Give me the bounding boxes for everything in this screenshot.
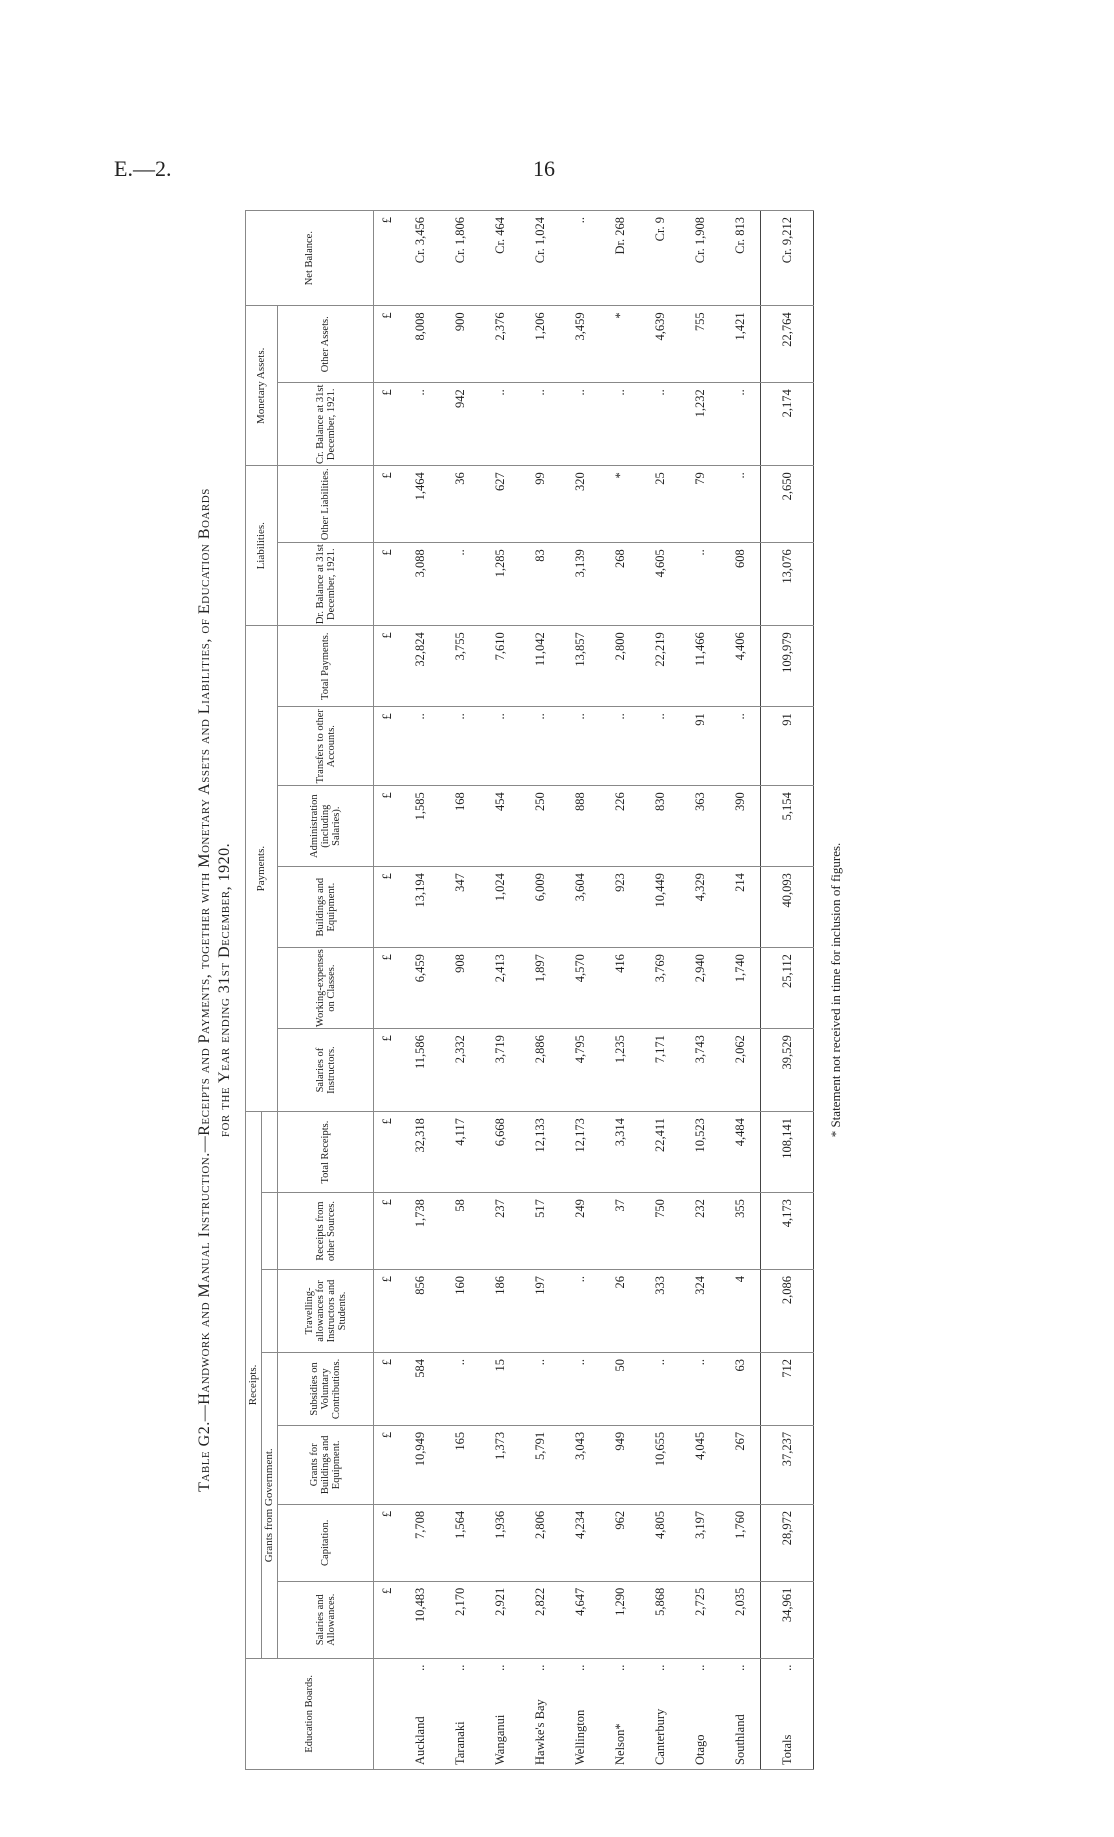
col-header-buildings-equipment: Buildings and Equipment. [278, 867, 374, 948]
value-cell: 22,411 [640, 1112, 680, 1193]
board-name: Taranaki [452, 1721, 467, 1765]
unit-symbol: £ [374, 306, 401, 383]
unit-symbol: £ [374, 383, 401, 466]
value-cell: 6,009 [520, 867, 560, 948]
value-cell: 250 [520, 786, 560, 867]
header-grants-from-government: Grants from Government. [262, 1352, 278, 1658]
value-cell: 347 [440, 867, 480, 948]
value-cell: 4,117 [440, 1112, 480, 1193]
leader-dots: .. [492, 1664, 507, 1671]
value-cell: 3,043 [560, 1425, 600, 1504]
value-cell: 3,769 [640, 948, 680, 1029]
col-header-administration: Administration (including Salaries). [278, 786, 374, 867]
value-cell: 454 [480, 786, 520, 867]
value-cell: Cr. 1,806 [440, 211, 480, 306]
value-cell: 923 [600, 867, 640, 948]
col-header-travelling-allowances: Travelling-allowances for Instructors and Students. [278, 1269, 374, 1352]
value-cell: 11,466 [680, 626, 720, 707]
header-spacer [262, 1193, 278, 1270]
leader-dots: .. [779, 1664, 794, 1671]
value-cell: 15 [480, 1352, 520, 1425]
value-cell: 1,585 [400, 786, 440, 867]
value-cell: .. [480, 383, 520, 466]
value-cell: 1,206 [520, 306, 560, 383]
value-cell: 900 [440, 306, 480, 383]
totals-row [761, 211, 814, 1770]
value-cell: 1,373 [480, 1425, 520, 1504]
board-name-cell [400, 1658, 440, 1769]
unit-symbol: £ [374, 211, 401, 306]
value-cell: 4,234 [560, 1504, 600, 1581]
unit-symbol: £ [374, 626, 401, 707]
value-cell: 2,035 [720, 1581, 761, 1658]
value-cell: * [600, 306, 640, 383]
caption-line1: Handwork and Manual Instruction.—Receipts and Payments, together with Monetary Assets and Liabilities, of Education Boards [196, 488, 213, 1405]
unit-symbol: £ [374, 867, 401, 948]
value-cell: Cr. 464 [480, 211, 520, 306]
value-cell: 12,133 [520, 1112, 560, 1193]
value-cell: 214 [720, 867, 761, 948]
header-receipts: Receipts. [246, 1112, 262, 1659]
board-name-cell [640, 1658, 680, 1769]
unit-symbol: £ [374, 948, 401, 1029]
col-header-salaries-allowances: Salaries and Allowances. [278, 1581, 374, 1658]
value-cell: .. [560, 1352, 600, 1425]
value-cell: 1,421 [720, 306, 761, 383]
leader-dots: .. [532, 1664, 547, 1671]
value-cell: 2,062 [720, 1029, 761, 1112]
value-cell: 4,647 [560, 1581, 600, 1658]
value-cell: 4,173 [761, 1193, 814, 1270]
col-header-subsidies: Subsidies on Voluntary Contributions. [278, 1352, 374, 1425]
board-row [640, 211, 680, 1770]
value-cell: 3,197 [680, 1504, 720, 1581]
value-cell: 1,564 [440, 1504, 480, 1581]
unit-symbol: £ [374, 1112, 401, 1193]
value-cell: 2,170 [440, 1581, 480, 1658]
value-cell: 6,668 [480, 1112, 520, 1193]
value-cell: 2,886 [520, 1029, 560, 1112]
value-cell: 4,639 [640, 306, 680, 383]
value-cell: 11,586 [400, 1029, 440, 1112]
value-cell: 1,464 [400, 466, 440, 543]
value-cell: .. [680, 1352, 720, 1425]
value-cell: 13,857 [560, 626, 600, 707]
value-cell: 25,112 [761, 948, 814, 1029]
board-row [440, 211, 480, 1770]
value-cell: 320 [560, 466, 600, 543]
table-caption [195, 210, 239, 1770]
value-cell: .. [440, 1352, 480, 1425]
value-cell: 168 [440, 786, 480, 867]
header-payments: Payments. [246, 626, 278, 1112]
unit-symbol: £ [374, 543, 401, 626]
unit-symbol: £ [374, 1425, 401, 1504]
value-cell: 11,042 [520, 626, 560, 707]
value-cell: 3,088 [400, 543, 440, 626]
header-net-balance: Net Balance. [246, 211, 374, 306]
value-cell: 1,760 [720, 1504, 761, 1581]
unit-symbol: £ [374, 1029, 401, 1112]
value-cell: 7,708 [400, 1504, 440, 1581]
value-cell: 416 [600, 948, 640, 1029]
board-row [480, 211, 520, 1770]
value-cell: 2,086 [761, 1269, 814, 1352]
value-cell: 2,376 [480, 306, 520, 383]
units-row [374, 211, 401, 1770]
value-cell: 22,219 [640, 626, 680, 707]
value-cell: 1,235 [600, 1029, 640, 1112]
leader-dots: .. [612, 1664, 627, 1671]
value-cell: 908 [440, 948, 480, 1029]
value-cell: .. [640, 707, 680, 786]
value-cell: 197 [520, 1269, 560, 1352]
value-cell: 186 [480, 1269, 520, 1352]
value-cell: Cr. 813 [720, 211, 761, 306]
receipts-payments-table [245, 210, 814, 1770]
value-cell: 37 [600, 1193, 640, 1270]
value-cell: 1,740 [720, 948, 761, 1029]
value-cell: 4 [720, 1269, 761, 1352]
board-row [600, 211, 640, 1770]
value-cell: 5,868 [640, 1581, 680, 1658]
header-spacer [262, 1269, 278, 1352]
value-cell: 2,940 [680, 948, 720, 1029]
value-cell: 390 [720, 786, 761, 867]
board-name-cell [720, 1658, 761, 1769]
value-cell: 4,805 [640, 1504, 680, 1581]
value-cell: 7,171 [640, 1029, 680, 1112]
header-monetary-assets: Monetary Assets. [246, 306, 278, 466]
board-name: Totals [779, 1734, 794, 1765]
value-cell: .. [440, 543, 480, 626]
value-cell: 2,174 [761, 383, 814, 466]
value-cell: 4,406 [720, 626, 761, 707]
value-cell: 160 [440, 1269, 480, 1352]
value-cell: Dr. 268 [600, 211, 640, 306]
value-cell: 25 [640, 466, 680, 543]
unit-symbol: £ [374, 1352, 401, 1425]
value-cell: .. [520, 707, 560, 786]
value-cell: 13,076 [761, 543, 814, 626]
value-cell: 2,725 [680, 1581, 720, 1658]
value-cell: 962 [600, 1504, 640, 1581]
value-cell: 4,795 [560, 1029, 600, 1112]
board-row [400, 211, 440, 1770]
value-cell: 5,791 [520, 1425, 560, 1504]
value-cell: 10,949 [400, 1425, 440, 1504]
unit-symbol: £ [374, 707, 401, 786]
board-name-cell [680, 1658, 720, 1769]
value-cell: 50 [600, 1352, 640, 1425]
header-spacer [262, 1112, 278, 1193]
value-cell: 712 [761, 1352, 814, 1425]
board-name: Hawke's Bay [532, 1699, 547, 1765]
value-cell: 10,655 [640, 1425, 680, 1504]
value-cell: 355 [720, 1193, 761, 1270]
value-cell: 83 [520, 543, 560, 626]
leader-dots: .. [572, 1664, 587, 1671]
value-cell: 10,523 [680, 1112, 720, 1193]
header-education-boards: Education Boards. [246, 1658, 374, 1769]
value-cell: 517 [520, 1193, 560, 1270]
value-cell: 4,484 [720, 1112, 761, 1193]
board-name: Wanganui [492, 1714, 507, 1765]
value-cell: 13,194 [400, 867, 440, 948]
value-cell: .. [640, 1352, 680, 1425]
value-cell: 3,755 [440, 626, 480, 707]
board-name: Canterbury [652, 1708, 667, 1765]
value-cell: .. [720, 383, 761, 466]
value-cell: 627 [480, 466, 520, 543]
value-cell: 1,936 [480, 1504, 520, 1581]
value-cell: 4,045 [680, 1425, 720, 1504]
value-cell: .. [720, 707, 761, 786]
rotated-table-region [195, 210, 895, 1770]
value-cell: 226 [600, 786, 640, 867]
value-cell: 109,979 [761, 626, 814, 707]
value-cell: 333 [640, 1269, 680, 1352]
value-cell: .. [520, 1352, 560, 1425]
leader-dots: .. [732, 1664, 747, 1671]
board-name: Otago [692, 1734, 707, 1765]
board-row [720, 211, 761, 1770]
value-cell: 249 [560, 1193, 600, 1270]
value-cell: 3,719 [480, 1029, 520, 1112]
value-cell: Cr. 1,024 [520, 211, 560, 306]
value-cell: 2,921 [480, 1581, 520, 1658]
value-cell: 1,024 [480, 867, 520, 948]
unit-symbol: £ [374, 1581, 401, 1658]
value-cell: 3,604 [560, 867, 600, 948]
value-cell: .. [600, 707, 640, 786]
unit-symbol: £ [374, 1504, 401, 1581]
value-cell: 7,610 [480, 626, 520, 707]
value-cell: 99 [520, 466, 560, 543]
board-row [680, 211, 720, 1770]
col-header-grants-buildings: Grants for Buildings and Equipment. [278, 1425, 374, 1504]
value-cell: 6,459 [400, 948, 440, 1029]
value-cell: .. [560, 211, 600, 306]
value-cell: 34,961 [761, 1581, 814, 1658]
value-cell: 949 [600, 1425, 640, 1504]
value-cell: 4,329 [680, 867, 720, 948]
value-cell: 324 [680, 1269, 720, 1352]
value-cell: 1,232 [680, 383, 720, 466]
col-header-other-assets: Other Assets. [278, 306, 374, 383]
value-cell: 2,650 [761, 466, 814, 543]
footnote: * Statement not received in time for inclusion of figures. [828, 842, 843, 1138]
value-cell: 2,822 [520, 1581, 560, 1658]
col-header-dr-balance: Dr. Balance at 31st December, 1921. [278, 543, 374, 626]
value-cell: 1,285 [480, 543, 520, 626]
value-cell: .. [480, 707, 520, 786]
col-header-working-expenses: Working-expenses on Classes. [278, 948, 374, 1029]
page-number: 16 [533, 156, 555, 181]
value-cell: Cr. 9 [640, 211, 680, 306]
caption-line2: for the Year ending 31st December, 1920. [216, 842, 233, 1138]
value-cell: .. [640, 383, 680, 466]
board-row [520, 211, 560, 1770]
leader-dots: .. [452, 1664, 467, 1671]
unit-symbol: £ [374, 1269, 401, 1352]
col-header-total-receipts: Total Receipts. [278, 1112, 374, 1193]
board-name: Auckland [412, 1716, 427, 1765]
col-header-salaries-instructors: Salaries of Instructors. [278, 1029, 374, 1112]
value-cell: 888 [560, 786, 600, 867]
value-cell: 28,972 [761, 1504, 814, 1581]
value-cell: .. [560, 383, 600, 466]
value-cell: 237 [480, 1193, 520, 1270]
value-cell: 1,897 [520, 948, 560, 1029]
value-cell: 22,764 [761, 306, 814, 383]
value-cell: 2,413 [480, 948, 520, 1029]
value-cell: 942 [440, 383, 480, 466]
leader-dots: .. [412, 1664, 427, 1671]
value-cell: 1,738 [400, 1193, 440, 1270]
value-cell: 63 [720, 1352, 761, 1425]
value-cell: 58 [440, 1193, 480, 1270]
leader-dots: .. [652, 1664, 667, 1671]
board-name-cell [520, 1658, 560, 1769]
value-cell: 4,570 [560, 948, 600, 1029]
value-cell: 26 [600, 1269, 640, 1352]
value-cell: .. [680, 543, 720, 626]
value-cell: 10,449 [640, 867, 680, 948]
col-header-capitation: Capitation. [278, 1504, 374, 1581]
value-cell: .. [400, 383, 440, 466]
board-row [560, 211, 600, 1770]
board-name: Wellington [572, 1709, 587, 1765]
board-name-cell [440, 1658, 480, 1769]
value-cell: 856 [400, 1269, 440, 1352]
value-cell: .. [440, 707, 480, 786]
value-cell: 232 [680, 1193, 720, 1270]
value-cell: 4,605 [640, 543, 680, 626]
value-cell: 267 [720, 1425, 761, 1504]
value-cell: 5,154 [761, 786, 814, 867]
col-header-other-liabilities: Other Liabilities. [278, 466, 374, 543]
header-liabilities: Liabilities. [246, 466, 278, 626]
col-header-transfers: Transfers to other Accounts. [278, 707, 374, 786]
value-cell: 37,237 [761, 1425, 814, 1504]
board-name-cell [560, 1658, 600, 1769]
value-cell: .. [520, 383, 560, 466]
value-cell: 363 [680, 786, 720, 867]
caption-prefix: Table G2.— [196, 1404, 213, 1492]
unit-symbol: £ [374, 1193, 401, 1270]
board-name: Nelson* [612, 1723, 627, 1765]
value-cell: 91 [680, 707, 720, 786]
value-cell: 79 [680, 466, 720, 543]
board-name-cell [480, 1658, 520, 1769]
value-cell: 8,008 [400, 306, 440, 383]
value-cell: 830 [640, 786, 680, 867]
col-header-receipts-other: Receipts from other Sources. [278, 1193, 374, 1270]
value-cell: 91 [761, 707, 814, 786]
value-cell: 3,743 [680, 1029, 720, 1112]
units-spacer [374, 1658, 401, 1769]
value-cell: 584 [400, 1352, 440, 1425]
value-cell: 3,314 [600, 1112, 640, 1193]
value-cell: 750 [640, 1193, 680, 1270]
value-cell: 40,093 [761, 867, 814, 948]
unit-symbol: £ [374, 786, 401, 867]
value-cell: 165 [440, 1425, 480, 1504]
value-cell: 3,139 [560, 543, 600, 626]
value-cell: 32,318 [400, 1112, 440, 1193]
value-cell: 10,483 [400, 1581, 440, 1658]
value-cell: 755 [680, 306, 720, 383]
board-name-cell [761, 1658, 814, 1769]
value-cell: .. [400, 707, 440, 786]
board-name: Southland [732, 1714, 747, 1765]
value-cell: .. [600, 383, 640, 466]
value-cell: .. [560, 1269, 600, 1352]
value-cell: 2,806 [520, 1504, 560, 1581]
value-cell: 2,800 [600, 626, 640, 707]
col-header-cr-balance: Cr. Balance at 31st December, 1921. [278, 383, 374, 466]
value-cell: 2,332 [440, 1029, 480, 1112]
value-cell: 36 [440, 466, 480, 543]
value-cell: Cr. 3,456 [400, 211, 440, 306]
value-cell: 12,173 [560, 1112, 600, 1193]
value-cell: 608 [720, 543, 761, 626]
value-cell: 268 [600, 543, 640, 626]
value-cell: * [600, 466, 640, 543]
value-cell: Cr. 1,908 [680, 211, 720, 306]
value-cell: 1,290 [600, 1581, 640, 1658]
col-header-total-payments: Total Payments. [278, 626, 374, 707]
board-name-cell [600, 1658, 640, 1769]
value-cell: .. [720, 466, 761, 543]
table-body [374, 211, 814, 1770]
value-cell: 3,459 [560, 306, 600, 383]
value-cell: 39,529 [761, 1029, 814, 1112]
unit-symbol: £ [374, 466, 401, 543]
value-cell: 32,824 [400, 626, 440, 707]
value-cell: 108,141 [761, 1112, 814, 1193]
leader-dots: .. [692, 1664, 707, 1671]
value-cell: Cr. 9,212 [761, 211, 814, 306]
page-reference: E.—2. [114, 156, 172, 181]
value-cell: .. [560, 707, 600, 786]
